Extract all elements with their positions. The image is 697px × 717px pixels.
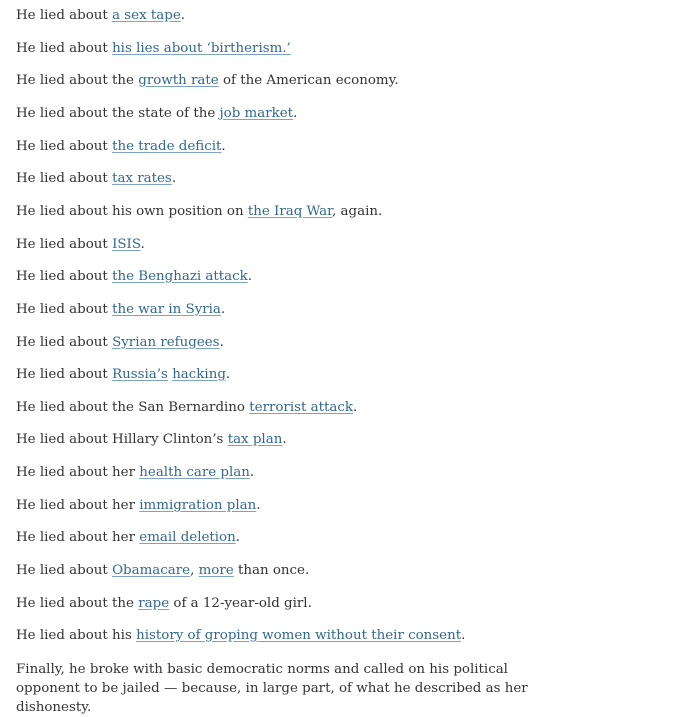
list-item — [16, 301, 225, 319]
line-text: He lied about — [16, 237, 113, 252]
line-text: . — [220, 302, 226, 317]
line-text: . — [293, 106, 298, 121]
line-text: He lied about — [16, 269, 113, 284]
line-text: He lied about the — [16, 596, 139, 611]
list-item — [16, 138, 226, 156]
line-text: . — [247, 269, 253, 284]
line-text: than once. — [233, 563, 310, 578]
line-text: . — [219, 335, 224, 350]
line-text: . — [249, 465, 255, 480]
war-in-syria-link[interactable]: the war in Syria — [112, 302, 221, 317]
obamacare-link[interactable]: Obamacare — [112, 563, 191, 578]
line-text: of a 12-year-old girl. — [169, 596, 312, 611]
line-text: He lied about — [16, 41, 113, 56]
line-text: . — [221, 139, 226, 154]
line-text: He lied about — [16, 302, 113, 317]
list-item — [16, 366, 230, 384]
final-paragraph: Finally, he broke with basic democratic norms and called on his political opponent to be jailed — because, in large part, of what he described as her dishonesty. — [16, 662, 528, 715]
trade-deficit-link[interactable]: the trade deficit — [112, 139, 222, 154]
benghazi-attack-link[interactable]: the Benghazi attack — [112, 269, 248, 284]
list-item — [16, 627, 465, 645]
list-item — [16, 7, 185, 25]
line-text: , — [190, 563, 199, 578]
job-market-link[interactable]: job market — [219, 106, 294, 121]
line-text: He lied about her — [16, 465, 140, 480]
list-item — [16, 72, 399, 90]
iraq-war-link[interactable]: the Iraq War — [247, 204, 333, 219]
line-text: , again. — [332, 204, 383, 219]
line-text: He lied about the San Bernardino — [16, 400, 250, 415]
line-text: He lied about — [16, 563, 113, 578]
line-text: of the American economy. — [218, 73, 399, 88]
line-text: He lied about the state of the — [16, 106, 220, 121]
line-text: He lied about his own position on — [16, 204, 248, 219]
list-item — [16, 334, 224, 352]
health-care-plan-link[interactable]: health care plan — [139, 465, 250, 480]
list-item — [16, 105, 297, 123]
line-text: He lied about — [16, 8, 113, 23]
line-text: . — [180, 8, 186, 23]
line-text: . — [235, 530, 241, 545]
hacking-link[interactable]: hacking — [172, 367, 226, 382]
immigration-plan-link[interactable]: immigration plan — [139, 498, 257, 513]
line-text: . — [282, 432, 287, 447]
line-text: He lied about his — [16, 628, 137, 643]
list-item — [16, 595, 312, 613]
list-item — [16, 203, 382, 221]
syrian-refugees-link[interactable]: Syrian refugees — [112, 335, 220, 350]
tax-plan-link[interactable]: tax plan — [227, 432, 283, 447]
list-item — [16, 268, 252, 286]
sex-tape-link[interactable]: a sex tape — [112, 8, 181, 23]
line-text: He lied about — [16, 139, 113, 154]
line-text: He lied about her — [16, 498, 140, 513]
isis-link[interactable]: ISIS — [112, 237, 141, 252]
line-text: He lied about Hillary Clinton’s — [16, 432, 228, 447]
line-text: . — [256, 498, 261, 513]
list-item — [16, 529, 240, 547]
line-text: . — [352, 400, 358, 415]
birtherism-link[interactable]: his lies about ‘birtherism.’ — [112, 41, 291, 56]
list-item — [16, 464, 254, 482]
list-item — [16, 236, 145, 254]
email-deletion-link[interactable]: email deletion — [139, 530, 236, 545]
line-text: He lied about — [16, 367, 113, 382]
terrorist-attack-link[interactable]: terrorist attack — [249, 400, 353, 415]
list-item — [16, 562, 309, 580]
list-item — [16, 497, 261, 515]
list-item — [16, 431, 287, 449]
line-text: He lied about the — [16, 73, 139, 88]
line-text: . — [171, 171, 177, 186]
line-text: . — [225, 367, 231, 382]
list-item — [16, 170, 176, 188]
groping-history-link[interactable]: history of groping women without their consent — [136, 628, 462, 643]
rape-link[interactable]: rape — [138, 596, 170, 611]
list-item — [16, 399, 357, 417]
list-item — [16, 40, 291, 58]
tax-rates-link[interactable]: tax rates — [112, 171, 172, 186]
more-link[interactable]: more — [198, 563, 234, 578]
growth-rate-link[interactable]: growth rate — [138, 73, 219, 88]
line-text: . — [461, 628, 466, 643]
line-text: He lied about — [16, 171, 113, 186]
line-text: He lied about — [16, 335, 113, 350]
line-text: . — [140, 237, 145, 252]
line-text: He lied about her — [16, 530, 140, 545]
russias-link[interactable]: Russia’s — [112, 367, 168, 382]
